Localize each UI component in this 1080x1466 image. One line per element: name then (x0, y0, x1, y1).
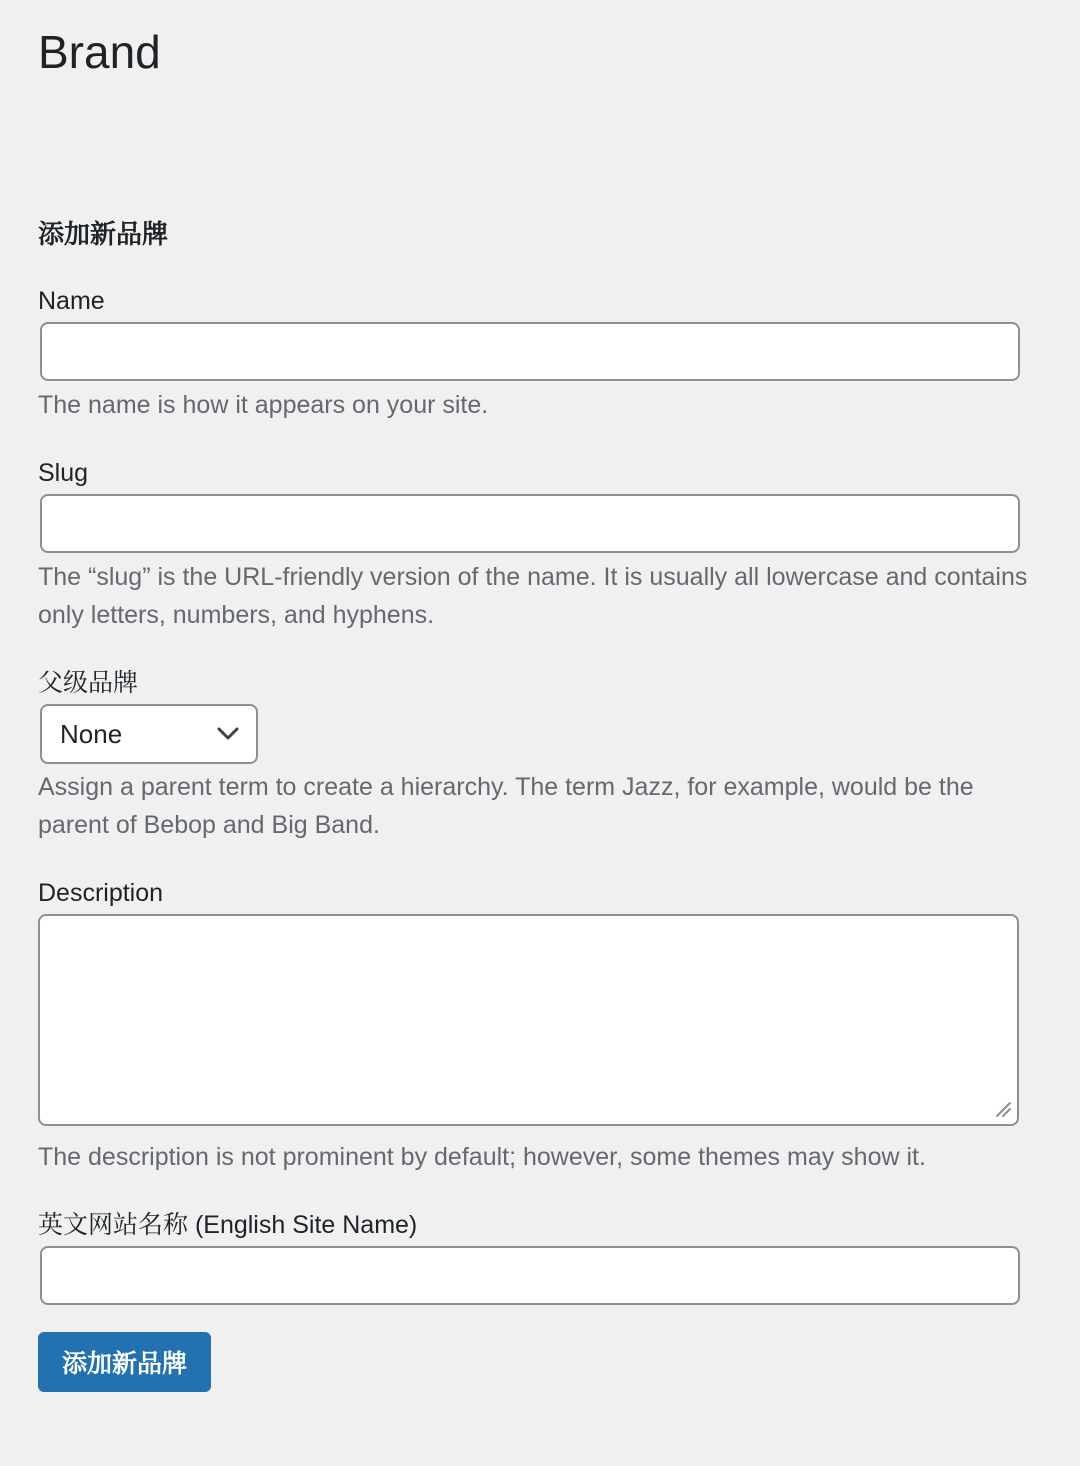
english-site-name-label: 英文网站名称 (English Site Name) (38, 1211, 418, 1239)
slug-label: Slug (38, 459, 89, 487)
english-site-name-input[interactable] (40, 1246, 1020, 1305)
chevron-down-icon (216, 722, 240, 746)
description-label: Description (38, 879, 164, 907)
resize-handle-icon[interactable] (994, 1100, 1012, 1118)
parent-brand-label: 父级品牌 (38, 669, 139, 697)
name-label: Name (38, 287, 105, 315)
parent-brand-help-text: Assign a parent term to create a hierarchy. The term Jazz, for example, would be the parent of Bebop and Big Band. (38, 773, 974, 839)
slug-input[interactable] (40, 494, 1020, 553)
name-help-text: The name is how it appears on your site. (38, 391, 489, 419)
slug-help-text: The “slug” is the URL-friendly version of the name. It is usually all lowercase and contains only letters, numbers, and hyphens. (38, 563, 1028, 629)
page-title: Brand (38, 26, 161, 78)
name-input[interactable] (40, 322, 1020, 381)
add-new-brand-button[interactable]: 添加新品牌 (38, 1332, 211, 1392)
parent-brand-select[interactable] (40, 704, 258, 764)
description-textarea[interactable] (38, 914, 1019, 1126)
description-help-text: The description is not prominent by default; however, some themes may show it. (38, 1143, 926, 1171)
parent-brand-selected-value: None (60, 718, 123, 749)
form-title: 添加新品牌 (38, 219, 169, 249)
